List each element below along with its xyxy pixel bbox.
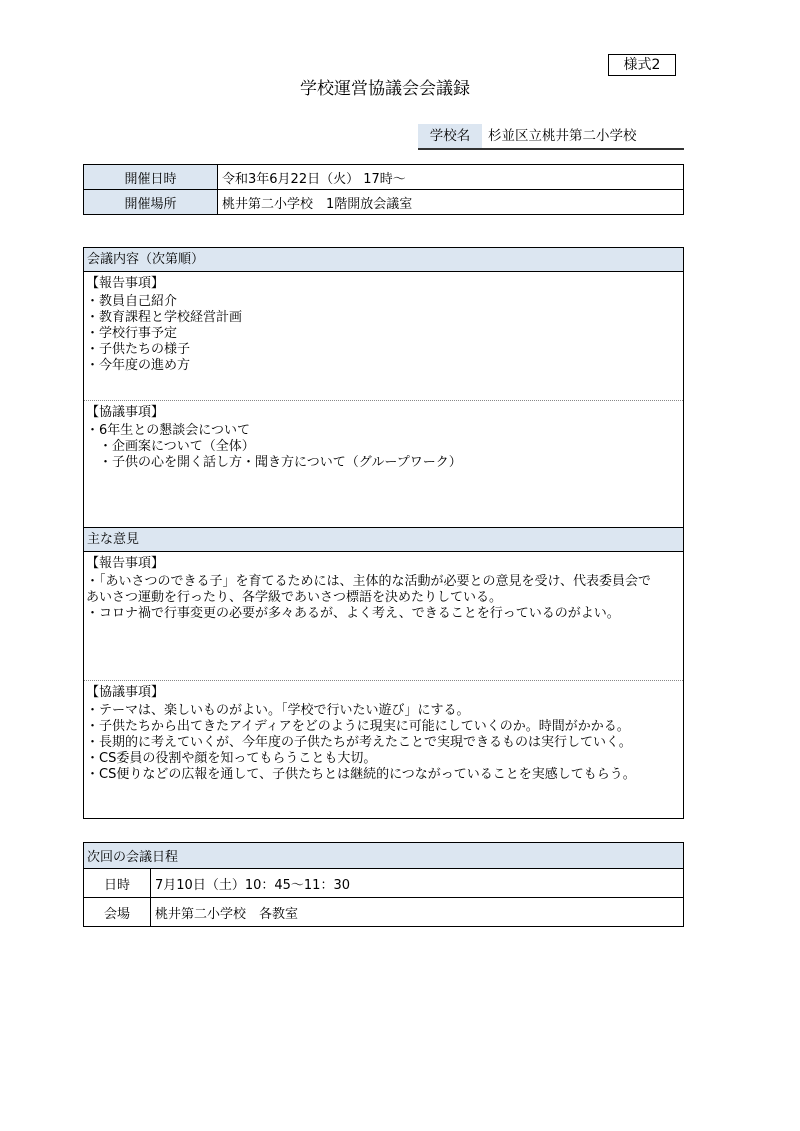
list-item: ・今年度の進め方 — [86, 358, 191, 373]
list-item: ・子供の心を開く話し方・聞き方について（グループワーク） — [86, 455, 462, 470]
list-item: ・子供たちの様子 — [86, 342, 191, 357]
agenda-discussion-section — [84, 400, 683, 471]
agenda-report-title: 【報告事項】 — [86, 276, 165, 291]
next-meeting-header: 次回の会議日程 — [84, 843, 684, 869]
agenda-header: 会議内容（次第順） — [84, 248, 683, 272]
list-item: ・教員自己紹介 — [86, 294, 178, 309]
school-name-value: 杉並区立桃井第二小学校 — [488, 128, 637, 144]
opinions-discussion-section — [84, 680, 683, 783]
opinions-report-section — [84, 552, 683, 680]
table-row — [84, 165, 684, 190]
table-row — [84, 898, 684, 927]
list-item: ・長期的に考えていくが、今年度の子供たちが考えたことで実現できるものは実行していく。 — [86, 735, 632, 750]
list-item: ・CS便りなどの広報を通して、子供たちとは継続的につながっていることを実感してもらう。 — [86, 767, 636, 782]
next-date-label: 日時 — [84, 869, 151, 898]
next-date-value: 7月10日（土）10：45～11：30 — [151, 869, 684, 898]
list-item: ・6年生との懇談会について — [86, 423, 251, 438]
list-item: ・「あいさつのできる子」を育てるためには、主体的な活動が必要との意見を受け、代表委員会で — [86, 574, 651, 589]
list-item: ・CS委員の役割や顔を知ってもらうことも大切。 — [86, 751, 377, 766]
agenda-box — [83, 247, 684, 528]
place-label: 開催場所 — [84, 190, 218, 215]
table-row — [84, 869, 684, 898]
list-item: あいさつ運動を行ったり、各学級であいさつ標語を決めたりしている。 — [86, 590, 503, 605]
form-number: 様式2 — [608, 54, 676, 76]
list-item: ・学校行事予定 — [86, 326, 178, 341]
list-item: ・教育課程と学校経営計画 — [86, 310, 243, 325]
agenda-report-section — [84, 272, 683, 400]
place-value: 桃井第二小学校 1階開放会議室 — [218, 190, 684, 215]
next-place-value: 桃井第二小学校 各教室 — [151, 898, 684, 927]
opinions-box — [83, 527, 684, 819]
meeting-info-table — [83, 164, 684, 215]
table-row — [84, 843, 684, 869]
school-name-row — [418, 124, 684, 150]
list-item: ・テーマは、楽しいものがよい。「学校で行いたい遊び」にする。 — [86, 703, 470, 718]
agenda-discussion-title: 【協議事項】 — [86, 405, 165, 420]
school-name-label: 学校名 — [418, 124, 482, 148]
page-title: 学校運営協議会会議録 — [300, 79, 470, 99]
list-item: ・企画案について（全体） — [86, 439, 255, 454]
opinions-header: 主な意見 — [84, 528, 683, 552]
next-place-label: 会場 — [84, 898, 151, 927]
opinions-report-title: 【報告事項】 — [86, 556, 165, 571]
list-item: ・コロナ禍で行事変更の必要が多々あるが、よく考え、できることを行っているのがよい。 — [86, 606, 620, 621]
table-row — [84, 190, 684, 215]
opinions-discussion-title: 【協議事項】 — [86, 685, 165, 700]
next-meeting-table — [83, 842, 684, 927]
date-label: 開催日時 — [84, 165, 218, 190]
date-value: 令和3年6月22日（火） 17時～ — [218, 165, 684, 190]
list-item: ・子供たちから出てきたアイディアをどのように現実に可能にしていくのか。時間がかかる。 — [86, 719, 630, 734]
